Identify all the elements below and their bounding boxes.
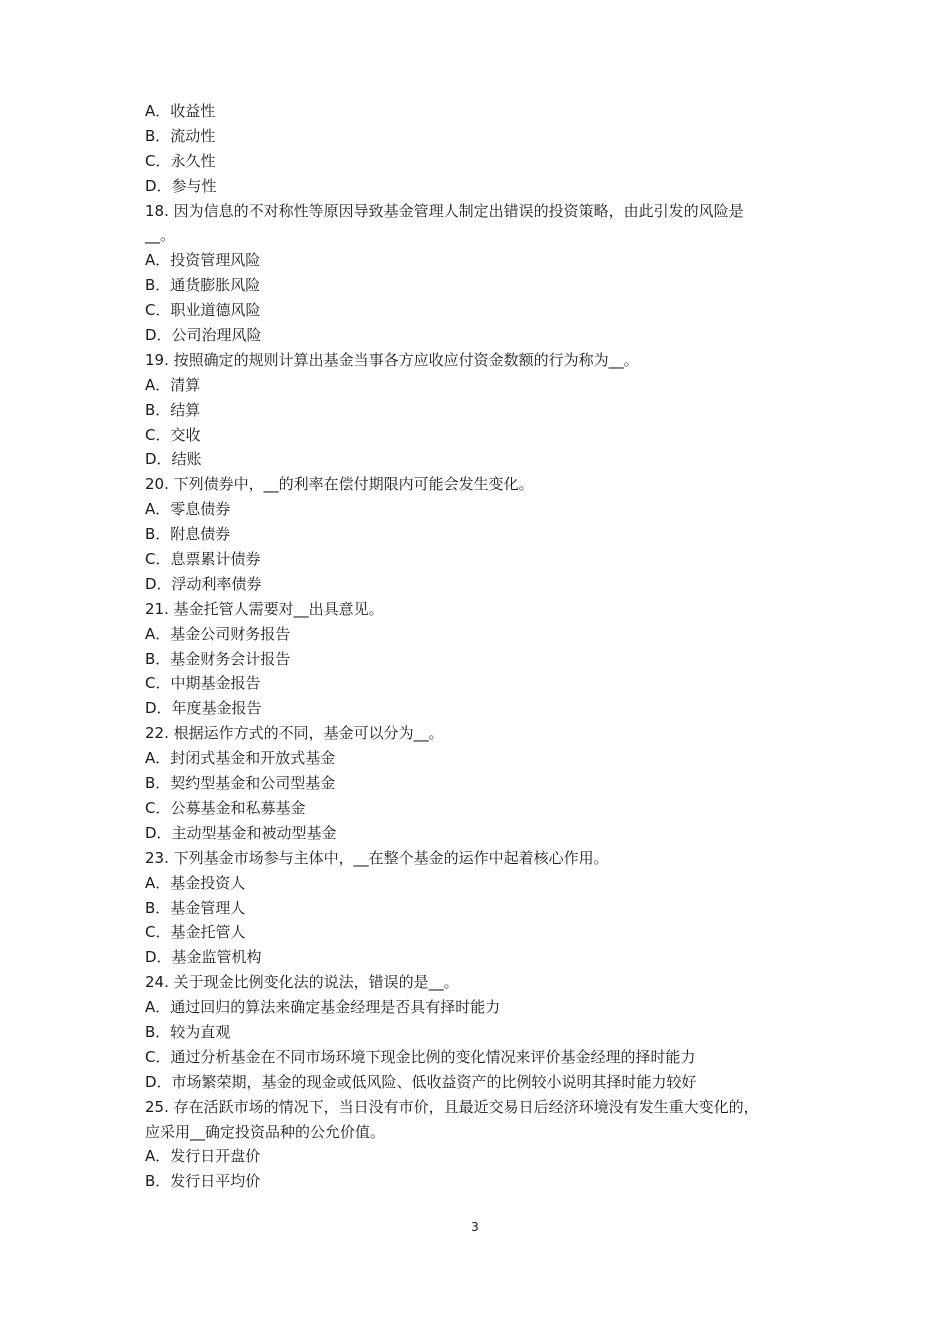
question-line: 18. 因为信息的不对称性等原因导致基金管理人制定出错误的投资策略，由此引发的风险是	[145, 201, 744, 220]
option-line: A．封闭式基金和开放式基金	[145, 749, 336, 768]
option-line: D．结账	[145, 450, 202, 469]
question-line: 21. 基金托管人需要对__出具意见。	[145, 599, 384, 618]
option-line: C．息票累计债券	[145, 550, 261, 569]
option-line: B．发行日平均价	[145, 1172, 261, 1191]
option-line: D．基金监管机构	[145, 948, 262, 967]
option-line: B．流动性	[145, 126, 216, 145]
option-line: C．公募基金和私募基金	[145, 798, 306, 817]
option-line: A．投资管理风险	[145, 251, 261, 270]
option-line: C．职业道德风险	[145, 301, 261, 320]
option-line: A．基金公司财务报告	[145, 624, 291, 643]
text-line: 应采用__确定投资品种的公允价值。	[145, 1122, 386, 1141]
option-line: D．浮动利率债券	[145, 574, 262, 593]
question-line: 25. 存在活跃市场的情况下，当日没有市价，且最近交易日后经济环境没有发生重大变化的，	[145, 1097, 759, 1116]
option-line: C．基金托管人	[145, 923, 246, 942]
option-line: B．附息债券	[145, 525, 231, 544]
option-line: A．发行日开盘价	[145, 1147, 261, 1166]
option-line: A．清算	[145, 375, 201, 394]
question-line: 23. 下列基金市场参与主体中，__在整个基金的运作中起着核心作用。	[145, 848, 609, 867]
question-line: 22. 根据运作方式的不同，基金可以分为__。	[145, 724, 444, 743]
option-line: D．公司治理风险	[145, 326, 262, 345]
option-line: C．永久性	[145, 151, 216, 170]
option-line: D．市场繁荣期，基金的现金或低风险、低收益资产的比例较小说明其择时能力较好	[145, 1072, 697, 1091]
option-line: C．通过分析基金在不同市场环境下现金比例的变化情况来评价基金经理的择时能力	[145, 1047, 696, 1066]
option-line: B．基金财务会计报告	[145, 649, 291, 668]
option-line: A．零息债券	[145, 500, 231, 519]
option-line: D．参与性	[145, 176, 217, 195]
option-line: B．较为直观	[145, 1022, 231, 1041]
question-line: 24. 关于现金比例变化法的说法，错误的是__。	[145, 973, 459, 992]
document-body	[145, 99, 815, 1194]
option-line: A．基金投资人	[145, 873, 246, 892]
option-line: D．年度基金报告	[145, 699, 262, 718]
question-line: 19. 按照确定的规则计算出基金当事各方应收应付资金数额的行为称为__。	[145, 350, 639, 369]
option-line: C．交收	[145, 425, 201, 444]
option-line: B．通货膨胀风险	[145, 276, 261, 295]
page-number: 3	[471, 1220, 479, 1234]
question-line: 20. 下列债券中，__的利率在偿付期限内可能会发生变化。	[145, 475, 534, 494]
text-line: __。	[145, 226, 176, 245]
option-line: D．主动型基金和被动型基金	[145, 823, 337, 842]
option-line: B．结算	[145, 400, 201, 419]
option-line: C．中期基金报告	[145, 674, 261, 693]
option-line: B．契约型基金和公司型基金	[145, 774, 336, 793]
option-line: A．通过回归的算法来确定基金经理是否具有择时能力	[145, 998, 501, 1017]
option-line: A．收益性	[145, 102, 216, 120]
option-line: B．基金管理人	[145, 898, 246, 917]
